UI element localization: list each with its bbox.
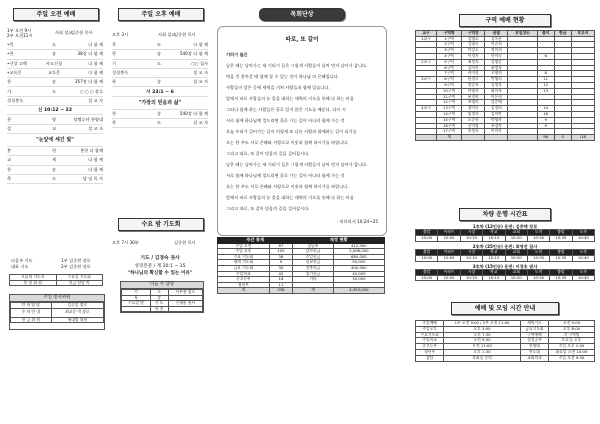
- district-table: 교구 구역명 구역장 권찰 모임장소 출석 헌금 보고서 1교구 1구역 김영호 김옥분 2구역 김영숙 이순희 3구역 박상호 정미희 4구역 이경자 한미숙 6 2교구 5구역 최정희 김영순 6구역 김미옥 윤정자 7구역 서미경 오영희 8 3교구 8구역 한경숙 박명희 11 9구역 정순자 김정옥 12 10구역 이영자 최미자 13 11구역 윤경희 이은희 12구역 조영미 강순애 4교구 13구역 장미숙 김경희 14 14구역 임정희 김미란 16 15구역 오순희 박영자 9 16구역 신미영 조경자 9 17구역 홍정자 이미옥 계 98 0 /18: [415, 30, 595, 141]
- pastoral-column-header: 목회단상: [259, 8, 345, 21]
- district-row: 12구역 조영미 강순애: [416, 100, 595, 106]
- schedule-row: 청년부 오후 1:30 전도대 화요일 오전 10:00: [416, 349, 595, 355]
- order-row: 기 도 ○○ 집사: [112, 60, 208, 69]
- stats-table-wrap: [217, 237, 385, 294]
- schedule-row: 중고등부 오전 11:00 찬양대 주일 오후 1:00: [416, 344, 595, 350]
- district-row: 2구역 김영숙 이순희: [416, 42, 595, 48]
- wednesday-prayer: 기도 / 김경숙 권사: [140, 256, 180, 261]
- district-row: 3구역 박상호 정미희: [416, 48, 595, 54]
- letter-quote: - 히브리서 10:24~25: [336, 219, 378, 224]
- scripture-row: 신 10:12 ~ 22: [7, 106, 103, 115]
- stats-row: 주일 오전 87 십일조 412,000: [218, 243, 385, 249]
- district-row: 16구역 신미영 조경자 9: [416, 123, 595, 129]
- schedule-row: 상담 목회실 문의 교회학교 주일 오전 9:30: [416, 355, 595, 361]
- meta-time-1: 1부 오전 9시: [7, 28, 32, 33]
- district-row: 15구역 오순희 박영자 9: [416, 117, 595, 123]
- stats-row: 새벽 기도회 9 선교헌금 50,000: [218, 260, 385, 266]
- order-row: 축 도 담 임 목 사: [7, 175, 103, 184]
- schedule-header: 예배 및 모임 시간 안내: [451, 302, 559, 315]
- schedule-row: 주일예배 1부 오전 9:00 / 2부 오전 11:00 새벽기도 오전 5:00: [416, 321, 595, 327]
- district-row: 6구역 김미옥 윤정자: [416, 65, 595, 71]
- district-row: 4구역 이경자 한미숙 6: [416, 53, 595, 59]
- district-row: 14구역 임정희 김미란 16: [416, 111, 595, 117]
- schedule-row: 수요기도회 오후 7:30 구역예배 각 구역별: [416, 332, 595, 338]
- stats-row: 주일학교 42 절기헌금 40,000: [218, 271, 385, 277]
- bus-schedule-header: 차량 운행 시간표: [459, 208, 551, 221]
- next-duty-box: [120, 281, 204, 313]
- order-row: •신앙 고백 사도신경 다 함 께: [7, 60, 103, 69]
- sermon-title-row: "눈앞에 세긴 빛": [7, 134, 103, 147]
- order-row: 찬 송 357장 다 함 께: [7, 78, 103, 87]
- wednesday-sermon: "하나님의 확신할 수 있는 이유": [127, 271, 193, 276]
- duty-header: 주일 봉사위원: [10, 295, 104, 302]
- col2-panel: [110, 8, 210, 418]
- meta-time-2: 2부 오전11시: [7, 33, 33, 38]
- order-row: •묵 도 다 함 께: [7, 41, 103, 50]
- duty-table-top: 오늘의 기도자 수요일 기도회 봉 헌 위 원 헌금 담당 박: [9, 274, 103, 286]
- wednesday-header: 수요 밤 기도회: [118, 218, 204, 231]
- wednesday-preacher: 김중현 목사: [174, 240, 196, 245]
- letter-title: 따로, 또 같이: [285, 37, 319, 43]
- district-row: 10구역 이영자 최미자 13: [416, 88, 595, 94]
- bus-title-2: 2호차 (25인승) 운전: 최영진 집사: [472, 243, 538, 249]
- stats-row: 중고등부 18 기타 30,000: [218, 277, 385, 283]
- stats-row: 금요 기도회 30 건축헌금 400,000: [218, 265, 385, 271]
- order-row: 교 제 다 함 께: [7, 156, 103, 165]
- district-row: 7구역 서미경 오영희 8: [416, 71, 595, 77]
- pastoral-letter: [217, 26, 387, 236]
- meta-role: 사회 설교: [55, 30, 73, 35]
- schedule-table: [415, 320, 595, 362]
- sermon-title-row: "가장의 믿음과 삶": [112, 97, 208, 110]
- afternoon-time: 오후 3시: [112, 32, 129, 37]
- schedule-row: 주일학교 오전 9:30 성경공부 토요일 오후: [416, 338, 595, 344]
- order-row: 묵 도 다 함 께: [112, 41, 208, 50]
- afternoon-preacher: 김중현 목사: [174, 32, 196, 37]
- duty-table: 안 내 담 당 김중훈 장로 주 차 안 내 최교문 박 장로 헌 금 위 원 세대별 위원: [10, 302, 104, 323]
- district-row: 2교구 5구역 최정희 김영순: [416, 59, 595, 65]
- district-header: 구역 예배 현황: [459, 14, 551, 27]
- next-prayer-name-2: 2부 김중현 장로: [61, 264, 91, 269]
- order-row: 찬 송 540장 다 함 께: [112, 50, 208, 59]
- next-duty-header: 다음 주 담당: [121, 282, 203, 289]
- col3-panel: [215, 8, 387, 418]
- next-prayer-label-2: 대표 기도: [11, 264, 29, 269]
- col1-panel: [5, 8, 105, 418]
- next-prayer-name: 1부 김중현 장로: [61, 258, 91, 263]
- schedule-row: 주일오후 오후 3:00 금요기도회 오후 8:00: [416, 326, 595, 332]
- afternoon-order: [112, 41, 208, 128]
- stats-row: 청년부 11: [218, 282, 385, 288]
- order-row: 성경봉독 설 교 자: [7, 97, 103, 106]
- order-row: 특 송 설 교 자: [112, 78, 208, 87]
- district-total-row: 계 98 0 /18: [416, 135, 595, 141]
- bus-schedule: [415, 224, 595, 281]
- order-row: 축 도 설 교 자: [112, 119, 208, 128]
- wednesday-scripture: 성경본문 / 계 20:1 ~ 15: [134, 264, 186, 269]
- district-row: 9구역 정순자 김정옥 12: [416, 82, 595, 88]
- bus-title-1: 1호차 (12인승) 운전: 김중택 장로: [472, 224, 538, 229]
- order-row: 찬 송 다 함 께: [7, 166, 103, 175]
- letter-body: 기러기 들은 날은 때는 날아가는 새 기러기 들은 그렇게 사람들이 날씨 먼저 날아가 갑니다. 먹을 것 찾아갈 때 함께 할 수 있는 것이 하나님 의 은혜입니다. 사람들이 앞은 곳에 새벽을 거쳐 사람들과 함께 있습니다. 앞에서 바로 사람들의 눈 물을 대하는 새벽의 기도를 통해 다 하는 마음 그러나 함께 하는 사람들은 홀로 있지 않은 기도를 배운다. 다시 시 서로 함께 하나님께 엎드리면 홀로 가는 길이 아니라 함께 가는 것 오늘 우리가 걸어가는 길이 이렇게 또 다른 사람과 함께하는 길이 되기를 오는 한 주도 서로 은혜와 사랑으로 이웃과 함께 하시기를 바랍니다. 그리고 따로, 또 같이 믿음의 길을 걸어갑시다. 날은 때는 날아가는 새 기러기 들은 그렇게 사람들이 날씨 먼저 날아가 갑니다. 서로 함께 하나님께 엎드리면 홀로 가는 길이 아니라 함께 가는 것 오는 한 주도 서로 은혜와 사랑으로 이웃과 함께 하시기를 바랍니다. 앞에서 바로 사람들의 눈 물을 대하는 새벽의 기도를 통해 다 하는 마음 그리고 따로, 또 같이 믿음의 길을 걸어갑시다.: [226, 52, 368, 211]
- district-row: 17구역 홍정자 이미옥: [416, 129, 595, 135]
- order-list-1: [7, 41, 103, 184]
- order-row: 찬 양 할렐루야 찬양대: [7, 115, 103, 124]
- morning-service-header: 주일 오전 예배: [13, 8, 99, 21]
- order-row: •찬 송 38장 다 함 께: [7, 50, 103, 59]
- district-row: 1교구 1구역 김영호 김옥분: [416, 36, 595, 42]
- col4-panel: [415, 8, 595, 418]
- district-row: 4교구 13구역 장미숙 김경희 14: [416, 106, 595, 112]
- duty-section: [9, 294, 105, 330]
- order-row: 찬 송 540장 다 함 께: [112, 110, 208, 119]
- order-row: •교독문 교독문 다 함 께: [7, 69, 103, 78]
- afternoon-role: 사회 설교: [158, 32, 176, 37]
- bus-table-1: 출발 아파트 시장 학교 교회 도착 출발 도착 10:00 10:05 10:10 10:15 10:20 10:30 10:35 10:40: [415, 229, 595, 242]
- stats-total-row: 계 338 계 4,953,000: [218, 288, 385, 294]
- afternoon-service-header: 주일 오후 예배: [118, 8, 204, 21]
- order-row: 성경봉독 설 교 자: [112, 69, 208, 78]
- next-duty-table: 기 도 서부흥 장로 특 송 수요일 밤 기 도 신재현 권사 특 송: [121, 289, 203, 312]
- next-prayer-label: 다음주 기도: [11, 258, 33, 263]
- stats-row: 주일 오후 105 감사헌금 2,096,000: [218, 249, 385, 255]
- order-row: 봉 헌 봉헌 다 함께: [7, 147, 103, 156]
- bus-table-2: 출발 아파트 시장 학교 교회 도착 출발 도착 10:00 10:05 10:10 10:15 10:20 10:30 10:35 10:40: [415, 249, 595, 262]
- wednesday-time: 오후 7시 30분: [112, 240, 139, 245]
- order-row: 설 교 설 교 자: [7, 125, 103, 134]
- bus-table-3: 출발 아파트 시장 학교 교회 도착 출발 도착 10:00 10:05 10:10 10:15 10:20 10:30 10:35 10:40: [415, 269, 595, 282]
- stats-table: 주간 통계 재정 현황 주일 오전 87 십일조 412,000 주일 오후 105 감사헌금 2,096,000 수요 기도회 36 주일헌금 680,000 새벽 기도회 9 선교헌금 50,000 금요 기도회 30 건축헌금 400,000 주일학교 42 절기헌금 40,000 중고등부 18 기타 30,000 청년부 11 계 338 계 4,953,000: [217, 237, 385, 294]
- bus-title-3: 3호차 (15인승) 운전: 이경호 권사: [472, 263, 538, 269]
- order-row: 기 도 ○ ○ ○ 장로: [7, 87, 103, 96]
- district-row: 3교구 8구역 한경숙 박명희 11: [416, 77, 595, 83]
- meta-preacher: 김중현 목사: [71, 30, 93, 35]
- district-row: 11구역 윤경희 이은희: [416, 94, 595, 100]
- scripture-row: 시 23:1 ~ 6: [112, 87, 208, 96]
- stats-row: 수요 기도회 36 주일헌금 680,000: [218, 254, 385, 260]
